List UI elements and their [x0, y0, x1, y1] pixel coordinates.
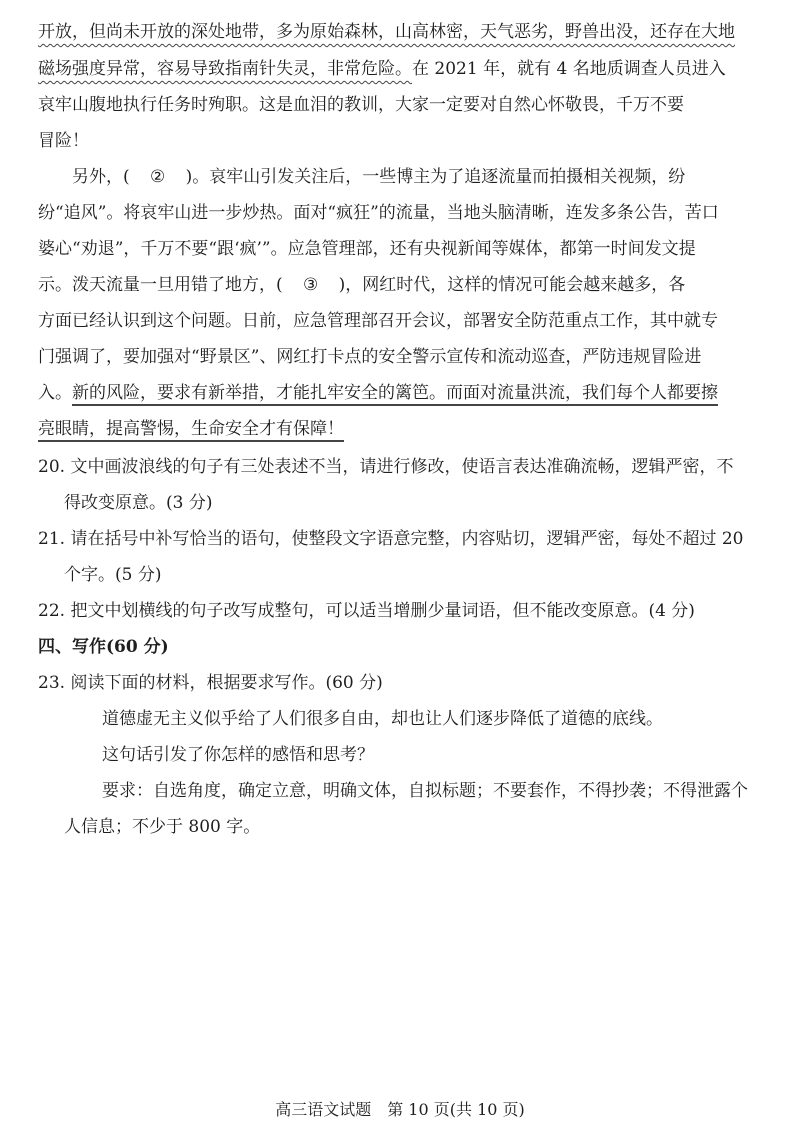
question-text: 21. 请在括号中补写恰当的语句，使整段文字语意完整，内容贴切，逻辑严密，每处不超过 20 — [38, 529, 744, 549]
passage-line-9 — [38, 309, 718, 335]
prompt-text: 这句话引发了你怎样的感悟和思考？ — [102, 745, 374, 765]
question-text: 20. 文中画波浪线的句子有三处表述不当，请进行修改，使语言表达准确流畅，逻辑严密，不 — [38, 457, 734, 477]
material-text: 道德虚无主义似乎给了人们很多自由，却也让人们逐步降低了道德的底线。 — [102, 709, 663, 729]
section-title-writing — [38, 635, 169, 661]
passage-text: 在 2021 年，就有 4 名地质调查人员进入 — [412, 59, 726, 79]
question-21-cont — [64, 563, 161, 589]
passage-text: )，网红时代，这样的情况可能会越来越多，各 — [338, 275, 686, 295]
passage-text: 纷“追风”。将哀牢山进一步炒热。面对“疯狂”的流量，当地头脑清晰，连发多条公告，苦口 — [38, 203, 719, 223]
passage-text: )。哀牢山引发关注后，一些博主为了追逐流量而拍摄相关视频，纷 — [185, 167, 686, 187]
question-21 — [38, 527, 743, 553]
passage-line-4 — [38, 129, 89, 155]
question-text: 22. 把文中划横线的句子改写成整句，可以适当增删少量词语，但不能改变原意。(4 分) — [38, 601, 695, 621]
footer-page-number: 第 10 页(共 10 页) — [387, 1100, 525, 1119]
passage-text: 冒险！ — [38, 131, 89, 151]
question-text: 23. 阅读下面的材料，根据要求写作。(60 分) — [38, 673, 383, 693]
passage-text: 婆心“劝退”，千万不要“跟‘疯’”。应急管理部，还有央视新闻等媒体，都第一时间发文提 — [38, 239, 696, 259]
wavy-sentence: 开放，但尚未开放的深处地带，多为原始森林，山高林密，天气恶劣，野兽出没，还存在大地 — [38, 22, 735, 42]
passage-line-7 — [38, 237, 696, 263]
passage-line-3 — [38, 93, 684, 119]
page-footer — [0, 1097, 800, 1120]
footer-title: 高三语文试题 — [275, 1100, 372, 1119]
underlined-sentence: 亮眼睛，提高警惕，生命安全才有保障！ — [38, 419, 344, 439]
section-title: 四、写作(60 分) — [38, 637, 169, 657]
blank-3: ③ — [303, 275, 319, 295]
question-20-cont — [64, 491, 212, 517]
question-22 — [38, 599, 695, 625]
passage-line-2 — [38, 57, 726, 83]
writing-prompt — [102, 743, 374, 769]
passage-text: 门强调了，要加强对“野景区”、网红打卡点的安全警示宣传和流动巡查，严防违规冒险进 — [38, 347, 702, 367]
requirements-text: 人信息；不少于 800 字。 — [64, 817, 261, 837]
passage-text: 另外，( — [72, 167, 130, 187]
passage-text: 哀牢山腹地执行任务时殉职。这是血泪的教训，大家一定要对自然心怀敬畏，千万不要 — [38, 95, 684, 115]
passage-line-1 — [38, 20, 735, 46]
blank-2: ② — [150, 167, 166, 187]
passage-line-6 — [38, 201, 719, 227]
passage-line-10 — [38, 345, 701, 371]
question-20 — [38, 455, 733, 481]
writing-material — [102, 707, 663, 733]
passage-line-12 — [38, 417, 344, 443]
writing-requirements — [102, 779, 748, 805]
writing-requirements-cont — [64, 815, 260, 841]
question-text: 得改变原意。(3 分) — [64, 493, 213, 513]
passage-line-5 — [72, 165, 685, 191]
passage-text: 方面已经认识到这个问题。日前，应急管理部召开会议，部署安全防范重点工作，其中就专 — [38, 311, 718, 331]
passage-text: 入。 — [38, 383, 72, 403]
underlined-sentence: 新的风险，要求有新举措，才能扎牢安全的篱笆。而面对流量洪流，我们每个人都要擦 — [72, 383, 718, 403]
question-23 — [38, 671, 383, 697]
question-text: 个字。(5 分) — [64, 565, 162, 585]
passage-line-8 — [38, 273, 685, 299]
passage-line-11 — [38, 381, 718, 407]
wavy-sentence: 磁场强度异常，容易导致指南针失灵，非常危险。 — [38, 59, 412, 79]
requirements-text: 要求：自选角度，确定立意，明确文体，自拟标题；不要套作，不得抄袭；不得泄露个 — [102, 781, 748, 801]
passage-text: 示。泼天流量一旦用错了地方，( — [38, 275, 283, 295]
